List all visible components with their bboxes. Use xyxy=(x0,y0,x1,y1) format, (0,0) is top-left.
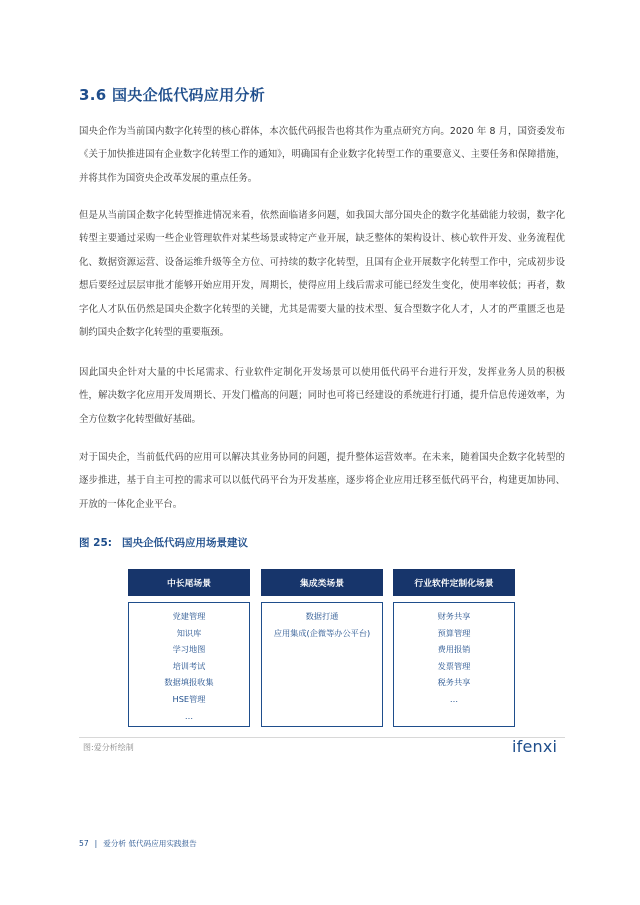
column-body xyxy=(128,602,250,727)
scenario-item: 发票管理 xyxy=(437,660,471,671)
paragraph: 但是从当前国企数字化转型推进情况来看，依然面临诸多问题，如我国大部分国央企的数字化基础能力较弱，数字化转型主要通过采购一些企业管理软件对某些场景或特定产业开展，缺乏整体的架构设计、核心软件开发、业务流程优化、数据资源运营、设备运维升级等全方位、可持续的数字化转型，且国有企业开展数字化转型工作中，完成初步设想后要经过层层审批才能够开始应用开发，周期长，使得应用上线后需求可能已经发生变化，使用率较低；再者，数字化人才队伍仍然是国央企数字化转型的关键，尤其是需要大量的技术型、复合型数字化人才，人才的严重匮乏也是制约国央企数字化转型的重要瓶颈。 xyxy=(79,210,565,339)
paragraph: 对于国央企，当前低代码的应用可以解决其业务协同的问题，提升整体运营效率。在未来，随着国央企数字化转型的逐步推进，基于自主可控的需求可以以低代码平台为开发基座，逐步将企业应用迁移至低代码平台，构建更加协同、开放的一体化企业平台。 xyxy=(79,452,565,510)
figure-title: 国央企低代码应用场景建议 xyxy=(121,537,248,549)
scenario-column-long-tail xyxy=(128,569,250,727)
paragraph: 国央企作为当前国内数字化转型的核心群体，本次低代码报告也将其作为重点研究方向。2020 年 8 月，国资委发布《关于加快推进国有企业数字化转型工作的通知》，明确国有企业数字化转型工作的重要意义、主要任务和保障措施，并将其作为国资央企改革发展的重点任务。 xyxy=(79,126,565,184)
divider xyxy=(79,737,565,738)
scenario-column-industry-custom xyxy=(393,569,515,727)
ifenxi-logo: ifenxi xyxy=(512,737,558,756)
scenario-item: 党建管理 xyxy=(172,611,206,621)
scenario-item: 税务共享 xyxy=(437,677,471,688)
column-header: 中长尾场景 xyxy=(128,569,250,596)
scenario-item: 预算管理 xyxy=(437,627,471,638)
scenario-column-integration xyxy=(261,569,383,727)
scenario-item: 数据填报收集 xyxy=(164,677,214,688)
column-body xyxy=(261,602,383,727)
column-header: 行业软件定制化场景 xyxy=(393,569,515,596)
scenario-item: … xyxy=(184,710,194,721)
figure-source: 图:爱分析绘制 xyxy=(83,743,134,752)
scenario-item: 知识库 xyxy=(176,627,202,638)
paragraph: 因此国央企针对大量的中长尾需求、行业软件定制化开发场景可以使用低代码平台进行开发，发挥业务人员的积极性，解决数字化应用开发周期长、开发门槛高的问题；同时也可将已经建设的系统进行打通，提升信息传递效率，为全方位数字化转型做好基础。 xyxy=(79,367,565,425)
scenario-item: HSE管理 xyxy=(172,693,206,704)
figure-caption xyxy=(79,535,248,550)
footer-brand: 爱分析 xyxy=(103,839,127,848)
scenario-item: … xyxy=(449,693,459,704)
section-title: 3.6 国央企低代码应用分析 xyxy=(79,86,265,104)
scenario-item: 数据打通 xyxy=(305,611,339,621)
page-footer xyxy=(79,838,197,849)
scenario-item: 费用报销 xyxy=(437,644,471,655)
scenario-item: 培训考试 xyxy=(172,660,206,671)
figure-label: 图 25: xyxy=(79,537,112,549)
footer-separator: | xyxy=(94,839,98,848)
scenario-item: 应用集成(企微等办公平台) xyxy=(273,627,371,638)
column-body xyxy=(393,602,515,727)
column-header: 集成类场景 xyxy=(261,569,383,596)
scenario-item: 学习地图 xyxy=(172,644,206,655)
page-number: 57 xyxy=(79,839,89,848)
footer-report-title: 低代码应用实践报告 xyxy=(128,839,197,848)
scenario-item: 财务共享 xyxy=(437,611,471,621)
